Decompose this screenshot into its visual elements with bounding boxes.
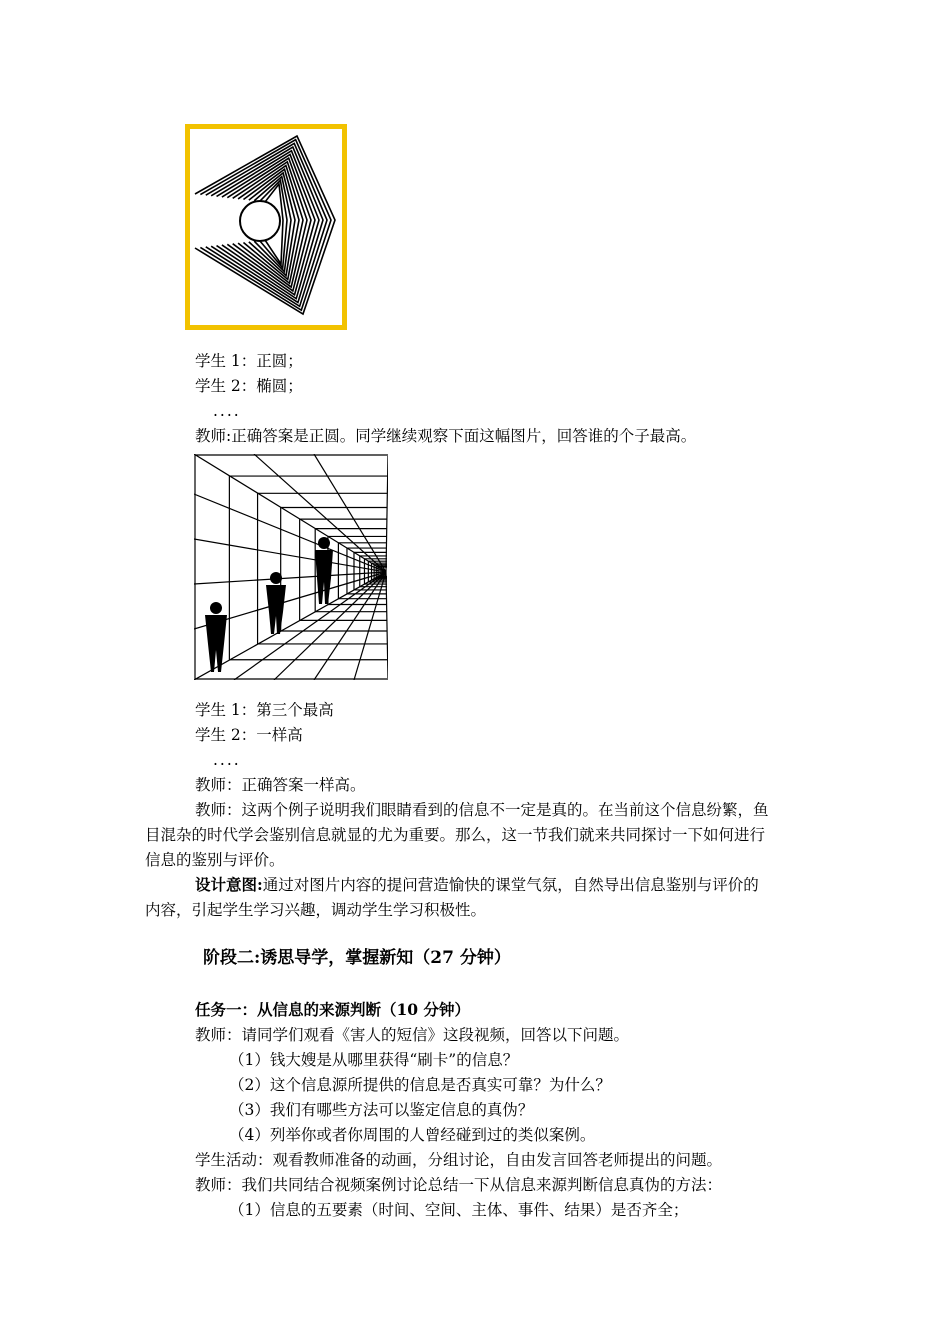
ellipsis: .... (213, 751, 241, 769)
method-1: （1）信息的五要素（时间、空间、主体、事件、结果）是否齐全； (229, 1201, 689, 1219)
perspective-line (194, 539, 386, 572)
teacher-line-1: 教师:正确答案是正圆。同学继续观察下面这幅图片，回答谁的个子最高。 (195, 427, 697, 445)
perspective-line (194, 494, 386, 572)
teacher-line-3a: 教师：这两个例子说明我们眼睛看到的信息不一定是真的。在当前这个信息纷繁，鱼 (195, 801, 769, 819)
person-figure-2 (266, 572, 286, 634)
question-4: （4）列举你或者你周围的人曾经碰到过的类似案例。 (229, 1126, 596, 1144)
teacher-line-4: 教师：请同学们观看《害人的短信》这段视频，回答以下问题。 (195, 1026, 630, 1044)
student2-answer-circle: 学生 2：椭圆； (195, 377, 303, 395)
ellipsis: .... (213, 402, 241, 420)
teacher-line-3b: 目混杂的时代学会鉴别信息就显的尤为重要。那么，这一节我们就来共同探讨一下如何进行 (145, 826, 766, 844)
teacher-line-2: 教师：正确答案一样高。 (195, 776, 366, 794)
perspective-line (234, 572, 386, 680)
corridor-illusion-figure (194, 454, 388, 680)
perspective-line (194, 454, 386, 572)
student-activity: 学生活动：观看教师准备的动画，分组讨论，自由发言回答老师提出的问题。 (195, 1151, 723, 1169)
design-intent-text: 通过对图片内容的提问营造愉快的课堂气氛，自然导出信息鉴别与评价的 (262, 876, 759, 894)
design-intent-line-2: 内容，引起学生学习兴趣，调动学生学习积极性。 (145, 901, 487, 919)
student1-answer-height: 学生 1：第三个最高 (195, 701, 334, 719)
design-intent-line (195, 875, 759, 895)
teacher-line-5: 教师：我们共同结合视频案例讨论总结一下从信息来源判断信息真伪的方法： (195, 1176, 723, 1194)
task-one-heading: 任务一：从信息的来源判断（10 分钟） (195, 1000, 470, 1019)
perspective-line (194, 572, 386, 584)
student2-answer-height: 学生 2：一样高 (195, 726, 303, 744)
circle-illusion-figure (185, 124, 347, 330)
stage-two-heading: 阶段二:诱思导学，掌握新知（27 分钟） (203, 948, 511, 968)
question-1: （1）钱大嫂是从哪里获得“刷卡”的信息？ (229, 1051, 519, 1069)
person-figure-3 (315, 537, 333, 604)
perspective-line (386, 454, 388, 572)
teacher-line-3c: 信息的鉴别与评价。 (145, 851, 285, 869)
question-2: （2）这个信息源所提供的信息是否真实可靠？为什么？ (229, 1076, 611, 1094)
question-3: （3）我们有哪些方法可以鉴定信息的真伪？ (229, 1101, 534, 1119)
perspective-line (386, 572, 388, 680)
person-figures (205, 537, 333, 672)
student1-answer-circle: 学生 1：正圆； (195, 352, 303, 370)
design-intent-label: 设计意图: (195, 875, 263, 894)
person-figure-1 (205, 602, 227, 672)
